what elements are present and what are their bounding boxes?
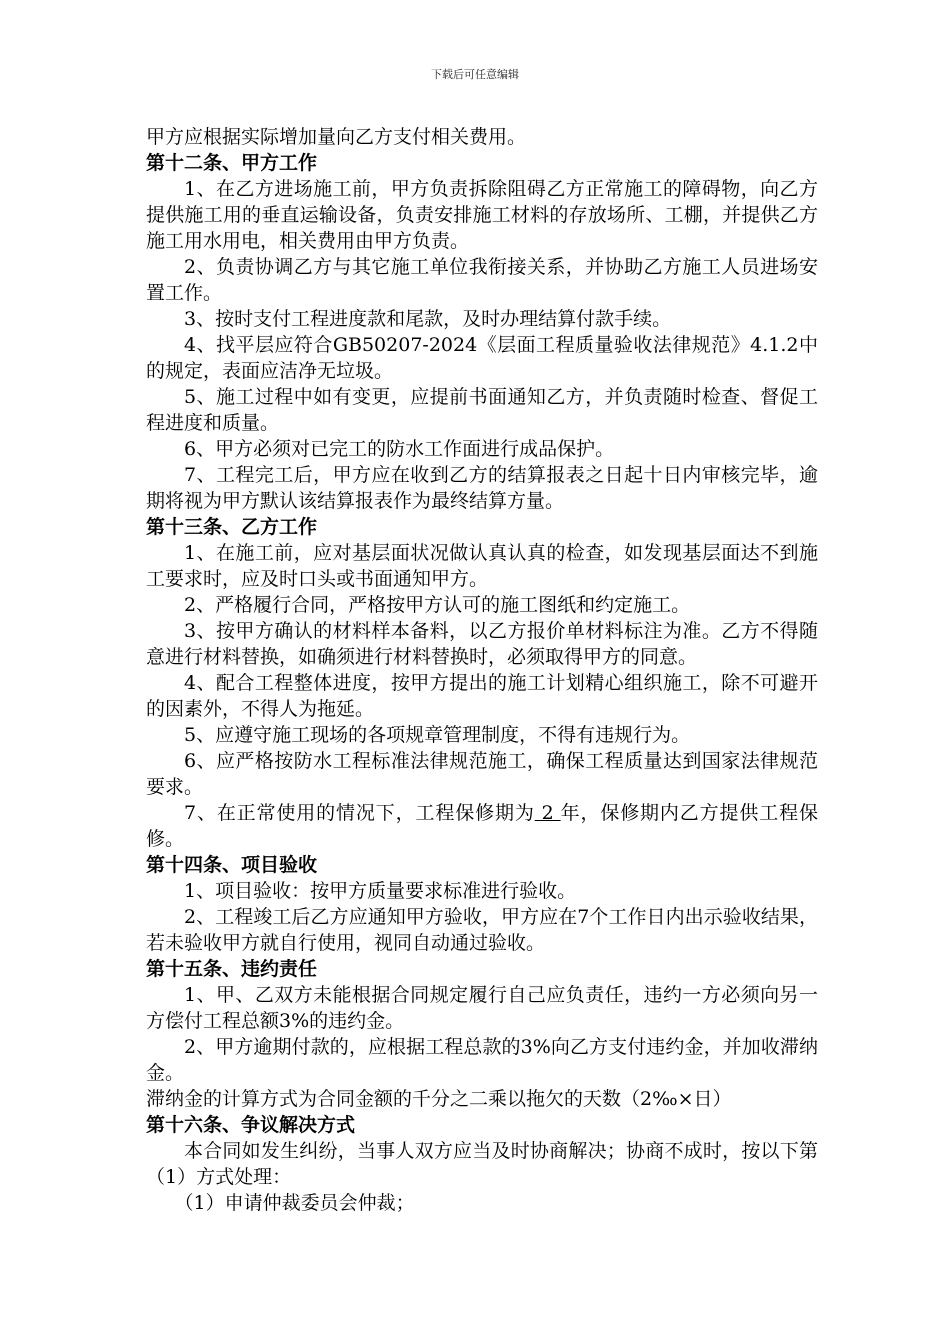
paragraph: 6、甲方必须对已完工的防水工作面进行成品保护。 xyxy=(184,438,615,460)
paragraph-text: 7、在正常使用的情况下，工程保修期为 xyxy=(184,802,535,824)
paragraph: 6、应严格按防水工程标准法律规范施工，确保工程质量达到国家法律规范要求。 xyxy=(146,750,818,798)
paragraph: 4、找平层应符合GB50207-2024《层面工程质量验收法律规范》4.1.2中的规定，表面应洁净无垃圾。 xyxy=(146,334,818,382)
paragraph: 2、甲方逾期付款的，应根据工程总款的3%向乙方支付违约金，并加收滞纳金。 xyxy=(146,1036,818,1084)
paragraph: 甲方应根据实际增加量向乙方支付相关费用。 xyxy=(146,126,527,148)
paragraph: 1、在施工前，应对基层面状况做认真认真的检查，如发现基层面达不到施工要求时，应及时口头或书面通知甲方。 xyxy=(146,542,818,590)
paragraph: 本合同如发生纠纷，当事人双方应当及时协商解决；协商不成时，按以下第（1）方式处理： xyxy=(146,1140,818,1188)
paragraph: 2、严格履行合同，严格按甲方认可的施工图纸和约定施工。 xyxy=(184,594,691,616)
paragraph: 4、配合工程整体进度，按甲方提出的施工计划精心组织施工，除不可避开的因素外，不得人为拖延。 xyxy=(146,672,818,720)
paragraph: 滞纳金的计算方式为合同金额的千分之二乘以拖欠的天数（2‰×日） xyxy=(146,1088,732,1110)
paragraph: 5、应遵守施工现场的各项规章管理制度，不得有违规行为。 xyxy=(184,724,691,746)
paragraph: 3、按时支付工程进度款和尾款，及时办理结算付款手续。 xyxy=(184,308,672,330)
section-heading: 第十六条、争议解决方式 xyxy=(146,1114,356,1136)
section-heading: 第十二条、甲方工作 xyxy=(146,152,318,174)
section-heading: 第十四条、项目验收 xyxy=(146,854,318,876)
paragraph: 1、项目验收：按甲方质量要求标准进行验收。 xyxy=(184,880,577,902)
paragraph xyxy=(146,800,818,852)
paragraph: 3、按甲方确认的材料样本备料，以乙方报价单材料标注为准。乙方不得随意进行材料替换，如确须进行材料替换时，必须取得甲方的同意。 xyxy=(146,620,818,668)
page-header: 下载后可任意编辑 xyxy=(431,68,519,81)
section-heading: 第十五条、违约责任 xyxy=(146,958,318,980)
paragraph: （1）申请仲裁委员会仲裁； xyxy=(174,1192,415,1214)
paragraph: 1、在乙方进场施工前，甲方负责拆除阻碍乙方正常施工的障碍物，向乙方提供施工用的垂直运输设备，负责安排施工材料的存放场所、工棚，并提供乙方施工用水用电，相关费用由甲方负责。 xyxy=(146,178,818,252)
paragraph: 5、施工过程中如有变更，应提前书面通知乙方，并负责随时检查、督促工程进度和质量。 xyxy=(146,386,818,434)
document-body xyxy=(146,124,818,1216)
paragraph: 2、负责协调乙方与其它施工单位我衔接关系，并协助乙方施工人员进场安置工作。 xyxy=(146,256,818,304)
section-heading: 第十三条、乙方工作 xyxy=(146,516,318,538)
paragraph: 2、工程竣工后乙方应通知甲方验收，甲方应在7个工作日内出示验收结果，若未验收甲方就自行使用，视同自动通过验收。 xyxy=(146,906,818,954)
paragraph-text: 年，保修期内乙方提供工程保修。 xyxy=(146,802,818,850)
paragraph: 1、甲、乙双方未能根据合同规定履行自己应负责任，违约一方必须向另一方偿付工程总额3%的违约金。 xyxy=(146,984,818,1032)
warranty-years: 2 xyxy=(534,802,561,824)
paragraph: 7、工程完工后，甲方应在收到乙方的结算报表之日起十日内审核完毕，逾期将视为甲方默认该结算报表作为最终结算方量。 xyxy=(146,464,818,512)
